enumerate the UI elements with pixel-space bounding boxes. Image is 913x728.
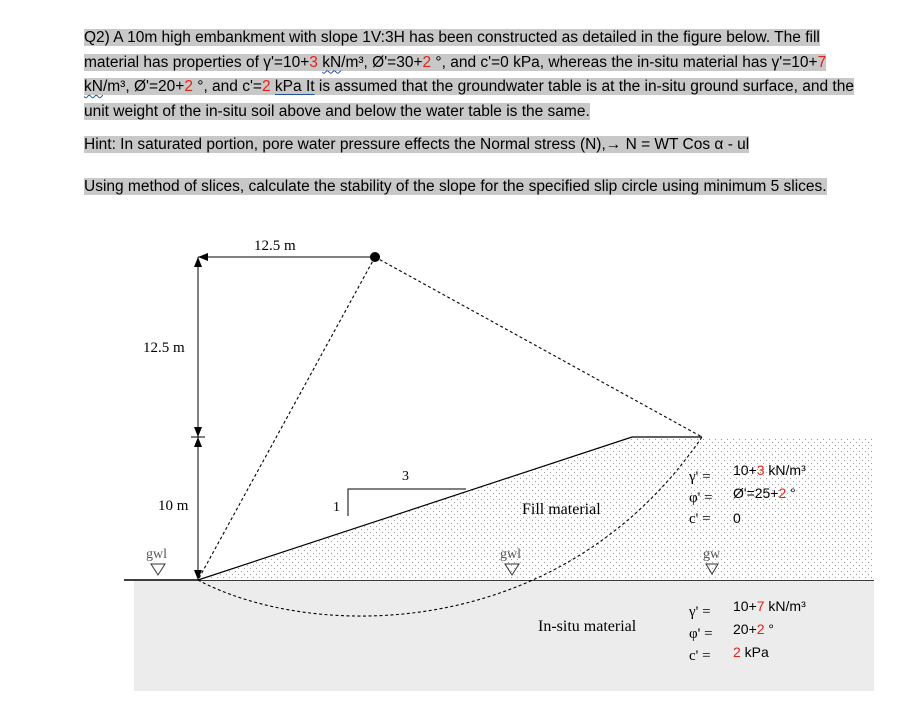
dim-lower-arrow-top	[194, 437, 202, 447]
insitu-phi-symbol: φ' =	[689, 626, 713, 642]
dim-top-label: 12.5 m	[254, 238, 296, 254]
radius-line-right	[375, 257, 702, 437]
dim-left-upper-label: 12.5 m	[143, 340, 185, 356]
insitu-gamma-symbol: γ' =	[689, 604, 711, 620]
dim-left-lower-label: 10 m	[158, 498, 189, 514]
fill-gamma-symbol: γ' =	[689, 469, 711, 485]
dim-upper-arrow-bottom	[194, 427, 202, 437]
fill-phi-symbol: φ' =	[689, 490, 713, 506]
insitu-material-label: In-situ material	[538, 618, 637, 635]
gwl-left-icon	[151, 564, 165, 575]
fill-phi-value: Ø'=25+2 °	[733, 485, 796, 501]
dim-top-arrow	[198, 253, 208, 261]
fill-c-symbol: c' =	[689, 511, 711, 527]
dim-upper-arrow-top	[194, 257, 202, 267]
gwl-left-label: gwl	[146, 547, 167, 562]
slope-h-label: 3	[402, 469, 409, 484]
fill-gamma-value: 10+3 kN/m³	[733, 462, 806, 478]
task-text: Using method of slices, calculate the stability of the slope for the specified slip circle using minimum 5 slices.	[84, 178, 827, 195]
fill-c-value: 0	[733, 510, 741, 526]
insitu-c-value: 2 kPa	[733, 644, 769, 660]
insitu-gamma-value: 10+7 kN/m³	[733, 598, 806, 614]
insitu-c-symbol: c' =	[689, 648, 711, 664]
gwl-mid-label: gwl	[500, 547, 521, 562]
slope-v-label: 1	[333, 500, 340, 515]
hint-text: Hint: In saturated portion, pore water pressure effects the Normal stress (N),→ N = WT Cos α - ul	[84, 136, 750, 153]
insitu-phi-value: 20+2 °	[733, 621, 775, 637]
fill-material-label: Fill material	[522, 501, 601, 518]
gwl-right-label: gw	[703, 547, 721, 562]
question-paragraph: Q2) A 10m high embankment with slope 1V:3H has been constructed as detailed in the figure below. The fill material has properties of γ'=10+3 kN/m³, Ø'=30+2 °, and c'=0 kPa, whereas the in-situ material has γ'=10+7 kN/m³, Ø'=20+2 °, and c'=2 kPa It is assumed that the groundwater table is at the in-situ ground surface, and the unit weight of the in-situ soil above and below the water table is the same.	[84, 29, 854, 120]
